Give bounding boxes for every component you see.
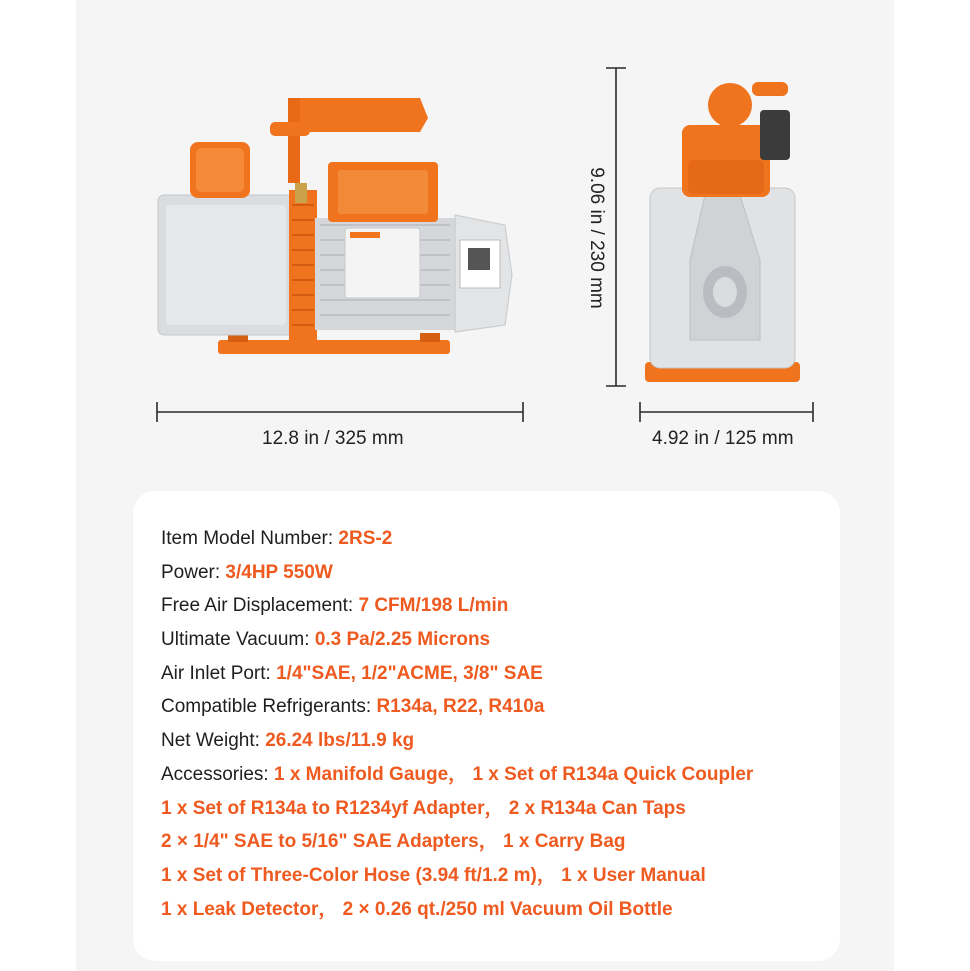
accessory-line: 1 x Leak Detector， 2 × 0.26 qt./250 ml Vacuum Oil Bottle: [161, 898, 673, 920]
specs-list: [161, 522, 841, 926]
accessory-line: 2 × 1/4" SAE to 5/16" SAE Adapters， 1 x Carry Bag: [161, 831, 626, 853]
pump-front-view: [645, 82, 800, 382]
spec-refrigerants: Compatible Refrigerants: R134a, R22, R410a: [161, 696, 545, 718]
product-illustration: [0, 0, 970, 480]
height-dimension-label: 9.06 in / 230 mm: [586, 167, 607, 309]
pump-side-view: [158, 98, 512, 354]
spec-model: Item Model Number: 2RS-2: [161, 528, 393, 549]
accessory-line: 1 x Set of Three-Color Hose (3.94 ft/1.2 m)， 1 x User Manual: [161, 864, 706, 886]
spec-accessories: Accessories: 1 x Manifold Gauge， 1 x Set of R134a Quick Coupler: [161, 763, 754, 785]
spec-air-displacement: Free Air Displacement: 7 CFM/198 L/min: [161, 595, 509, 617]
spec-net-weight: Net Weight: 26.24 lbs/11.9 kg: [161, 730, 415, 752]
length-dimension-label: 12.8 in / 325 mm: [262, 428, 404, 449]
spec-air-inlet: Air Inlet Port: 1/4"SAE, 1/2"ACME, 3/8" SAE: [161, 662, 543, 684]
spec-power: Power: 3/4HP 550W: [161, 561, 333, 583]
accessory-line: 1 x Set of R134a to R1234yf Adapter， 2 x R134a Can Taps: [161, 797, 686, 819]
spec-ultimate-vacuum: Ultimate Vacuum: 0.3 Pa/2.25 Microns: [161, 629, 491, 651]
width-dimension-label: 4.92 in / 125 mm: [652, 428, 794, 449]
